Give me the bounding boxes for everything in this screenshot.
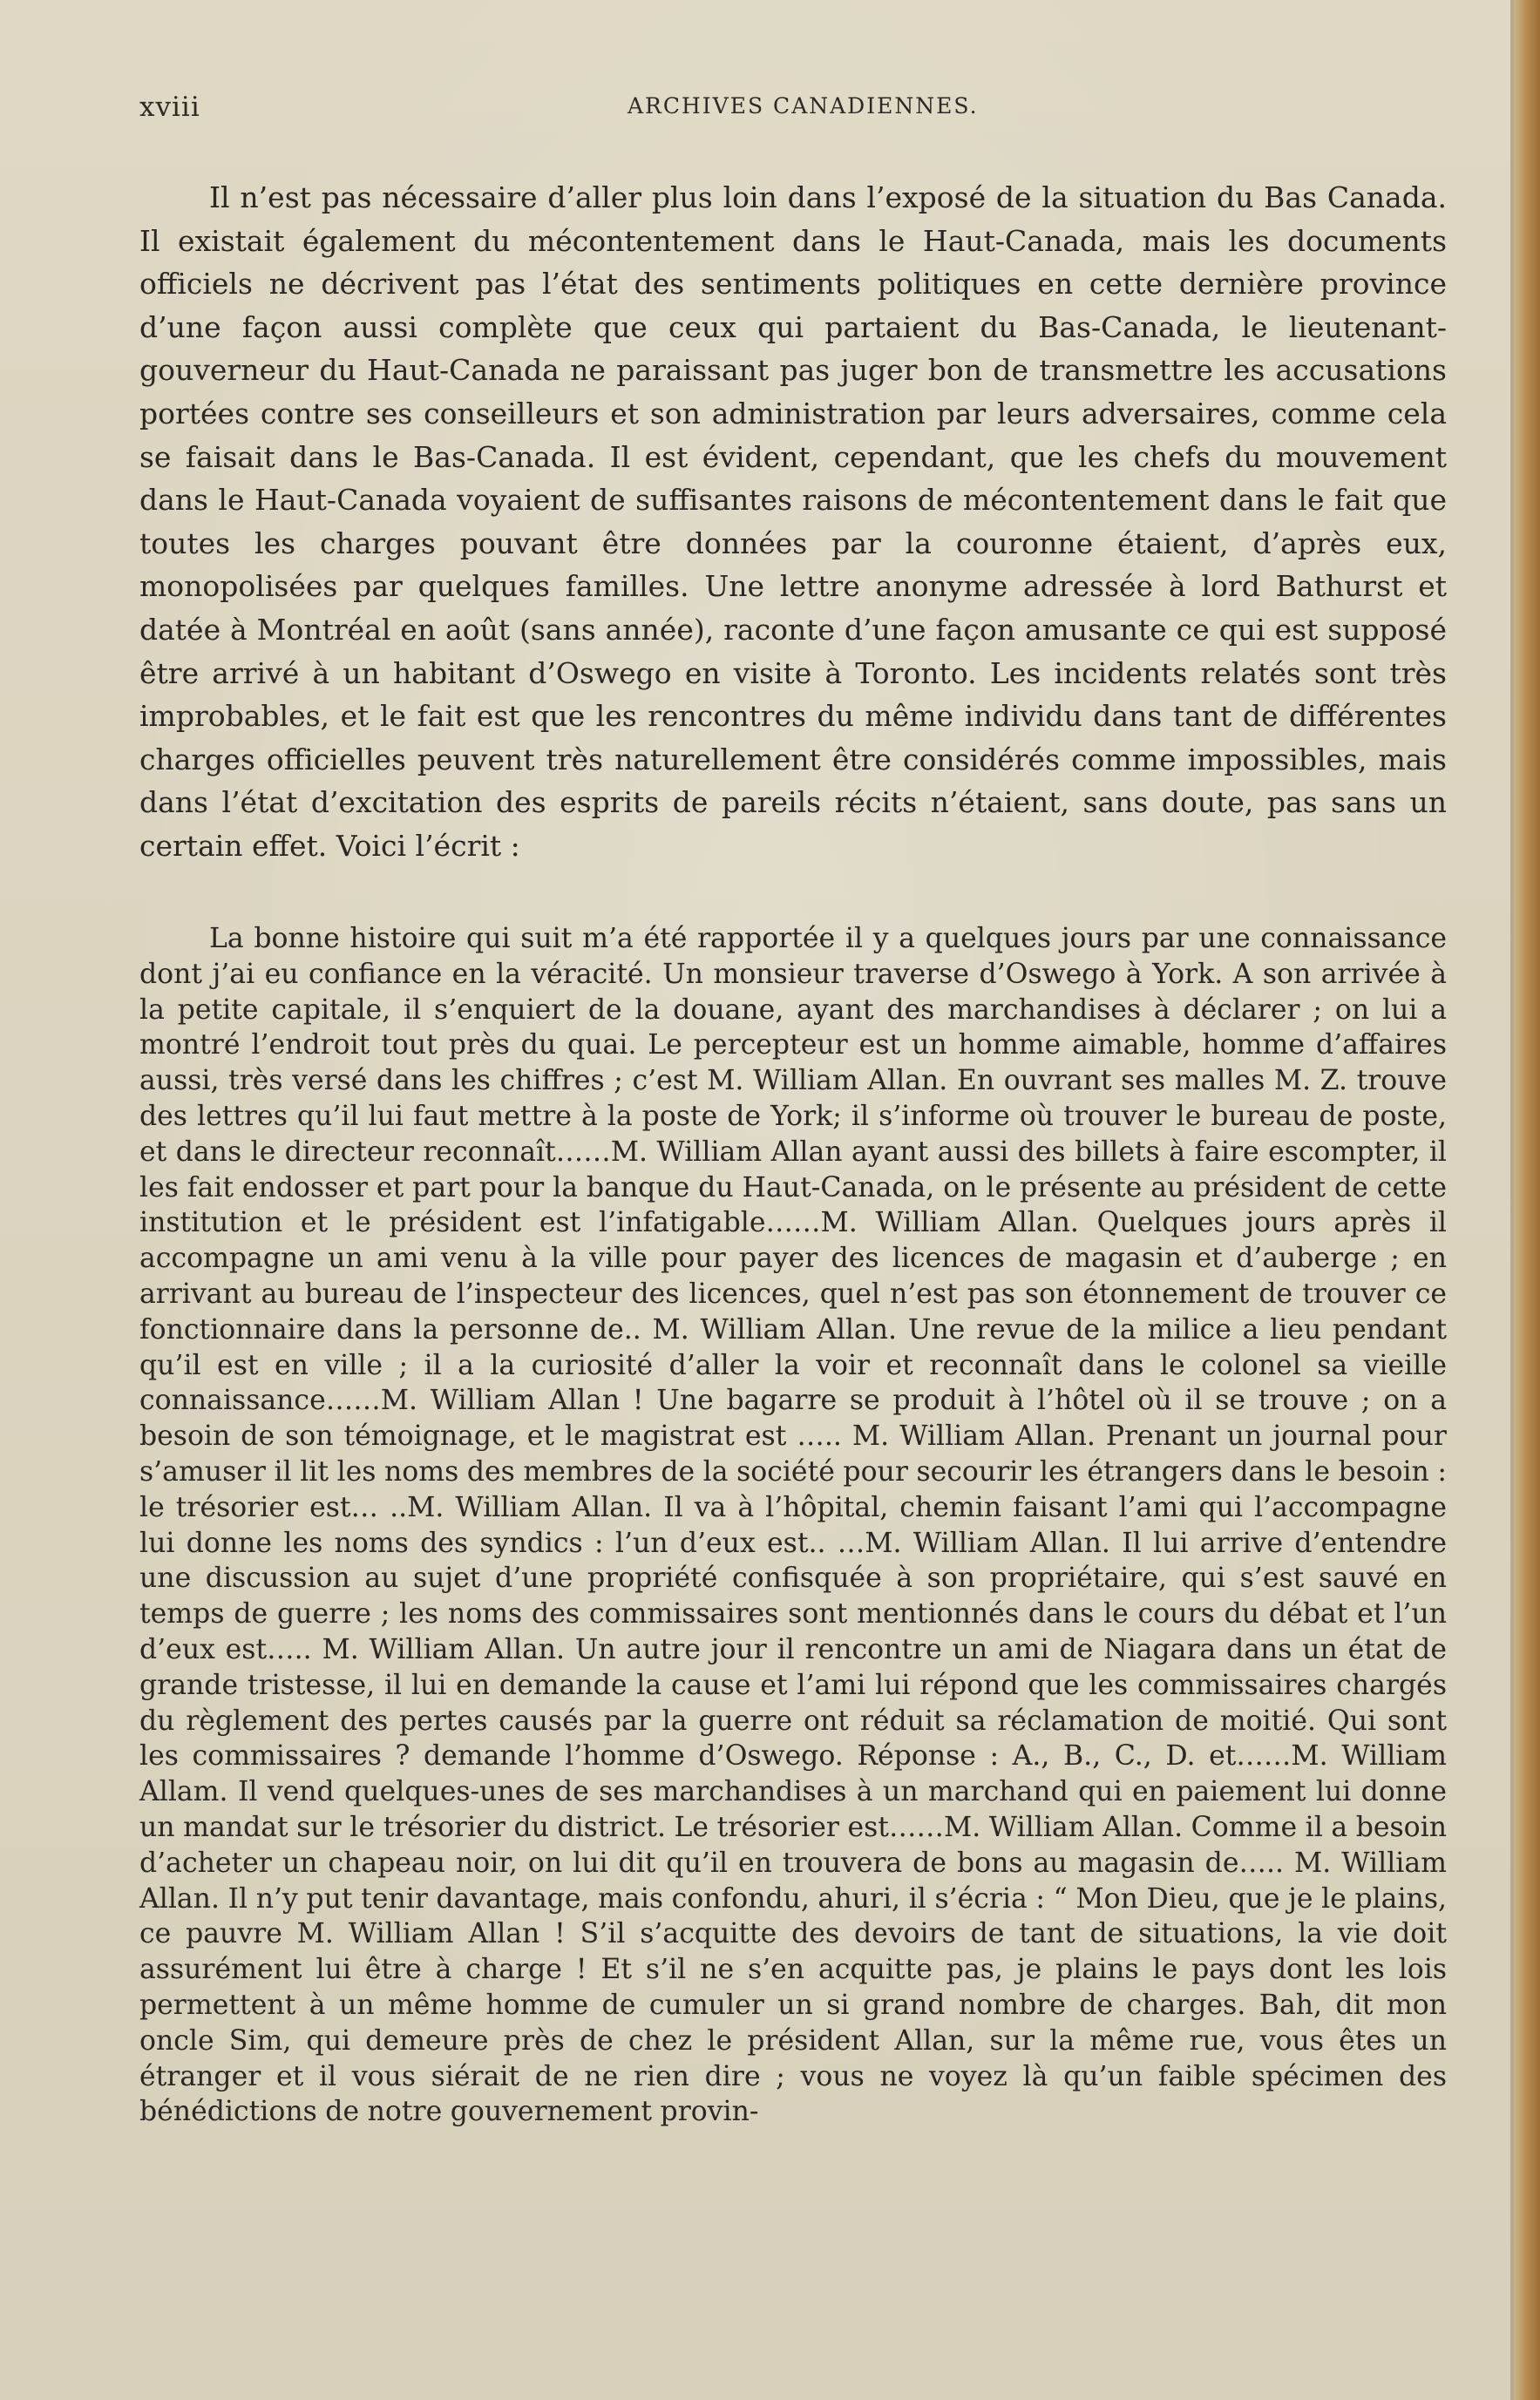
running-head: ARCHIVES CANADIENNES. <box>628 93 979 119</box>
book-spine-edge <box>1514 0 1540 2400</box>
intro-paragraph: Il n’est pas nécessaire d’aller plus loin dans l’exposé de la situation du Bas Canada. Il existait également du mécontentement dans le Haut-Canada, mais les documents officiels ne décrivent pas l’état des sentiments politiques en cette dernière province d’une façon aussi complète que ceux qui partaient du Bas-Canada, le lieutenant-gouverneur du Haut-Canada ne paraissant pas juger bon de transmettre les accusations portées contre ses conseilleurs et son administration par leurs adversaires, comme cela se faisait dans le Bas-Canada. Il est évident, cependant, que les chefs du mouvement dans le Haut-Canada voyaient de suffisantes raisons de mécontentement dans le fait que toutes les charges pouvant être données par la couronne étaient, d’après eux, monopolisées par quelques familles. Une lettre anonyme adressée à lord Bathurst et datée à Montréal en août (sans année), raconte d’une façon amusante ce qui est supposé être arrivé à un habitant d’Oswego en visite à Toronto. Les incidents relatés sont très improbables, et le fait est que les rencontres du même individu dans tant de différentes charges officielles peuvent très naturellement être considérés comme impossibles, mais dans l’état d’excitation des esprits de pareils récits n’étaient, sans doute, pas sans un certain effet. Voici l’écrit : <box>139 180 1447 863</box>
page-header <box>139 92 1434 126</box>
letter-paragraph: La bonne histoire qui suit m’a été rapportée il y a quelques jours par une connaissance dont j’ai eu confiance en la véracité. Un monsieur traverse d’Oswego à York. A son arrivée à la petite capitale, il s’enquiert de la douane, ayant des marchandises à déclarer ; on lui a montré l’endroit tout près du quai. Le percepteur est un homme aimable, homme d’affaires aussi, très versé dans les chiffres ; c’est M. William Allan. En ouvrant ses malles M. Z. trouve des lettres qu’il lui faut mettre à la poste de York; il s’informe où trouver le bureau de poste, et dans le directeur reconnaît……M. William Allan ayant aussi des billets à faire escompter, il les fait endosser et part pour la banque du Haut-Canada, on le présente au président de cette institution et le président est l’infatigable……M. William Allan. Quelques jours après il accompagne un ami venu à la ville pour payer des licences de magasin et d’auberge ; en arrivant au bureau de l’inspecteur des licences, quel n’est pas son étonnement de trouver ce fonctionnaire dans la personne de.. M. William Allan. Une revue de la milice a lieu pendant qu’il est en ville ; il a la curiosité d’aller la voir et reconnaît dans le colonel sa vieille connaissance……M. William Allan ! Une bagarre se produit à l’hôtel où il se trouve ; on a besoin de son témoignage, et le magistrat est ….. M. William Allan. Prenant un journal pour s’amuser il lit les noms des membres de la société pour secourir les étrangers dans le besoin : le trésorier est… ..M. William Allan. Il va à l’hôpital, chemin faisant l’ami qui l’accompagne lui donne les noms des syndics : l’un d’eux est.. …M. William Allan. Il lui arrive d’entendre une discussion au sujet d’une propriété confisquée à son propriétaire, qui s’est sauvé en temps de guerre ; les noms des commissaires sont mentionnés dans le cours du débat et l’un d’eux est….. M. William Allan. Un autre jour il rencontre un ami de Niagara dans un état de grande tristesse, il lui en demande la cause et l’ami lui répond que les commissaires chargés du règlement des pertes causés par la guerre ont réduit sa réclamation de moitié. Qui sont les commissaires ? demande l’homme d’Oswego. Réponse : A., B., C., D. et……M. William Allam. Il vend quelques-unes de ses marchandises à un marchand qui en paiement lui donne un mandat sur le trésorier du district. Le trésorier est……M. William Allan. Comme il a besoin d’acheter un chapeau noir, on lui dit qu’il en trouvera de bons au magasin de….. M. William Allan. Il n’y put tenir davantage, mais confondu, ahuri, il s’écria : “ Mon Dieu, que je le plains, ce pauvre M. William Allan ! S’il s’acquitte des devoirs de tant de situations, la vie doit assurément lui être à charge ! Et s’il ne s’en acquitte pas, je plains le pays dont les lois permettent à un même homme de cumuler un si grand nombre de charges. Bah, dit mon oncle Sim, qui demeure près de chez le président Allan, sur la même rue, vous êtes un étranger et il vous siérait de ne rien dire ; vous ne voyez là qu’un faible spécimen des bénédictions de notre gouvernement provin- <box>139 923 1447 2128</box>
page-number: xviii <box>139 92 200 123</box>
